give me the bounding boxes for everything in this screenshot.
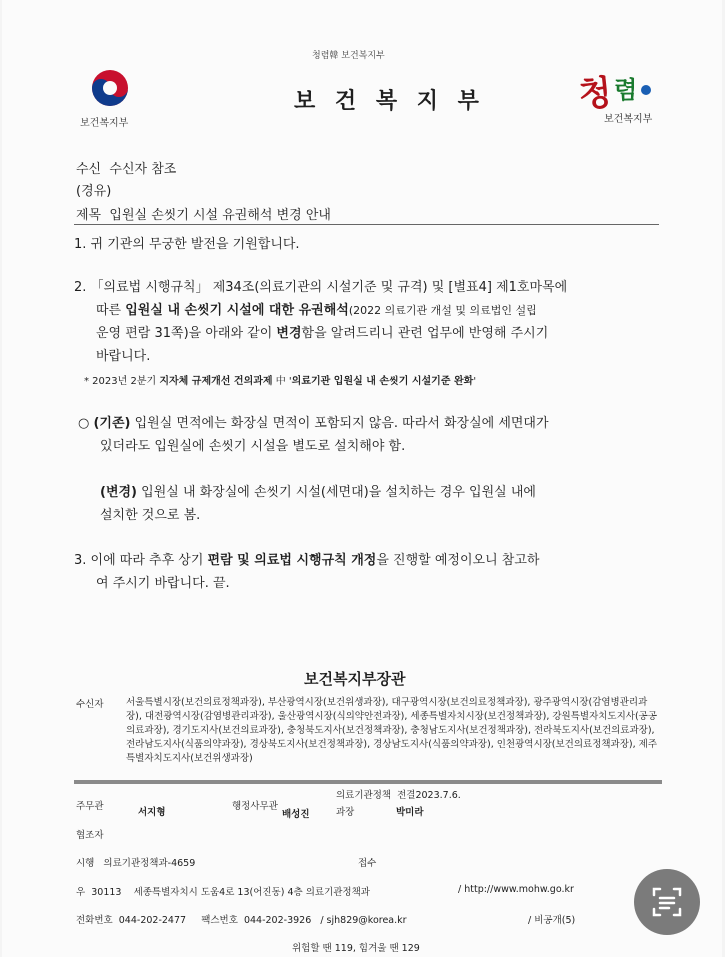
tel-number: 044-202-2477 bbox=[118, 915, 187, 926]
chief-name: 박미라 bbox=[396, 807, 424, 818]
ministry-logo-icon bbox=[90, 68, 130, 108]
via-row: (경유) bbox=[76, 184, 112, 199]
svg-text:보건복지부: 보건복지부 bbox=[604, 114, 653, 125]
hotline-text: 위험할 땐 119, 힘겨울 땐 129 bbox=[292, 943, 420, 954]
paragraph-2-line-4: 바랍니다. bbox=[96, 349, 151, 364]
contact-row: 전화번호 044-202-2477 팩스번호 044-202-3926 / sjh829@korea.kr bbox=[76, 915, 407, 926]
logo-text: 보건복지부 bbox=[80, 118, 129, 129]
recipient-label: 수신 bbox=[76, 162, 102, 177]
approval-date: 전결2023.7.6. bbox=[397, 790, 461, 801]
text-scan-icon bbox=[634, 869, 700, 935]
subject-row bbox=[76, 204, 331, 223]
org-title: 보 건 복 지 부 bbox=[294, 89, 485, 114]
email-link[interactable]: / sjh829@korea.kr bbox=[320, 915, 407, 926]
paragraph-2-line-1: 2. 「의료법 시행규칙」 제34조(의료기관의 시설기준 및 규격) 및 [별표4] 제1호마목에 bbox=[74, 280, 568, 295]
emphasis-text: 입원실 내 손씻기 시설에 대한 유권해석 bbox=[125, 303, 349, 318]
chief-label: 과장 bbox=[336, 807, 355, 818]
coop-label: 협조자 bbox=[76, 830, 104, 841]
subject-divider bbox=[74, 224, 659, 225]
before-label: (기존) bbox=[93, 416, 131, 431]
emphasis-text: 편람 및 의료법 시행규칙 개정 bbox=[207, 553, 377, 568]
before-line-1: ○ (기존) 입원실 면적에는 화장실 면적이 포함되지 않음. 따라서 화장실에 세면대가 bbox=[78, 416, 549, 431]
svg-text:청: 청 bbox=[576, 72, 614, 116]
paragraph-3-line-2: 여 주시기 바랍니다. 끝. bbox=[96, 576, 230, 591]
svg-text:렴: 렴 bbox=[614, 76, 638, 104]
paragraph-2-line-2: 따른 입원실 내 손씻기 시설에 대한 유권해석(2022 의료기관 개설 및 의료법인 설립 bbox=[96, 303, 537, 318]
paragraph-3 bbox=[74, 549, 539, 595]
doc-number: 의료기관정책과-4659 bbox=[103, 858, 196, 869]
sender-name: 보건복지부장관 bbox=[304, 670, 406, 688]
footer-divider bbox=[74, 780, 662, 784]
recipient-row bbox=[76, 158, 176, 177]
fax-number: 044-202-3926 bbox=[243, 915, 312, 926]
paragraph-2 bbox=[74, 276, 567, 368]
address-row: 우 30113 세종특별자치시 도움4로 13(어진동) 4층 의료기관정책과 bbox=[76, 887, 370, 898]
emphasis-text: 변경 bbox=[276, 326, 302, 341]
subject-label: 제목 bbox=[76, 208, 102, 223]
after-line-2: 설치한 것으로 봄. bbox=[100, 508, 201, 523]
recipient-value: 수신자 참조 bbox=[109, 162, 177, 177]
footnote: * 2023년 2분기 지자체 규제개선 건의과제 中 '의료기관 입원실 내 손씻기 시설기준 완화' bbox=[84, 376, 477, 387]
address-text: 세종특별자치시 도움4로 13(어진동) 4층 의료기관정책과 bbox=[133, 887, 370, 898]
drafter-name: 서지형 bbox=[138, 807, 166, 818]
receipt-label: 접수 bbox=[358, 858, 377, 869]
drafter-label: 주무관 bbox=[76, 801, 104, 812]
paragraph-2-line-3: 운영 편람 31쪽)을 아래와 같이 변경함을 알려드리니 관련 업무에 반영해 주시기 bbox=[96, 326, 549, 341]
zip-code: 30113 bbox=[91, 887, 122, 898]
after-line-1: (변경) 입원실 내 화장실에 손씻기 시설(세면대)을 설치하는 경우 입원실 내에 bbox=[100, 485, 536, 500]
subject-value: 입원실 손씻기 시설 유권해석 변경 안내 bbox=[109, 208, 331, 223]
before-block bbox=[78, 412, 549, 458]
website-link[interactable]: / http://www.mohw.go.kr bbox=[458, 884, 574, 895]
paragraph-3-line-1: 3. 이에 따라 추후 상기 편람 및 의료법 시행규칙 개정을 진행할 예정이오니 참고하 bbox=[74, 553, 540, 568]
after-block bbox=[100, 481, 536, 527]
admin-label: 행정사무관 bbox=[232, 801, 278, 812]
text-scan-button[interactable] bbox=[634, 869, 700, 935]
recipients-list: 서울특별시장(보건의료정책과장), 부산광역시장(보건위생과장), 대구광역시장(보건의료정책과장), 광주광역시장(감염병관리과장), 대전광역시장(감염병관리과장), 울산광역시장(식의약안전과장), 세종특별자치시장(보건정책과장), 강원특별자치도지사(공공의료과장), 경기도지사(보건의료과장), 충청북도지사(보건정책과장), 충청남도지사(보건정책과장), 전라북도지사(보건의료과장), 전라남도지사(식품의약과장), 경상북도지사(보건정책과장), 경상남도지사(식품의약과장), 인천광역시장(보건의료정책과장), 제주특별자치도지사(보건위생과장) bbox=[126, 697, 658, 764]
disclosure-status: / 비공개(5) bbox=[528, 915, 576, 926]
doc-number-row: 시행 의료기관정책과-4659 bbox=[76, 858, 196, 869]
before-line-2: 있더라도 입원실에 손씻기 시설을 별도로 설치해야 함. bbox=[100, 439, 406, 454]
dept-label: 의료기관정책 전결2023.7.6. bbox=[336, 790, 461, 801]
document-page bbox=[2, 0, 722, 957]
header-tagline: 청렴韓 보건복지부 bbox=[312, 51, 385, 61]
integrity-stamp-logo bbox=[576, 64, 656, 130]
after-label: (변경) bbox=[100, 485, 137, 500]
admin-name: 배성진 bbox=[282, 809, 310, 820]
recipients-label: 수신자 bbox=[76, 699, 104, 710]
paragraph-1: 1. 귀 기관의 무궁한 발전을 기원합니다. bbox=[74, 237, 300, 252]
